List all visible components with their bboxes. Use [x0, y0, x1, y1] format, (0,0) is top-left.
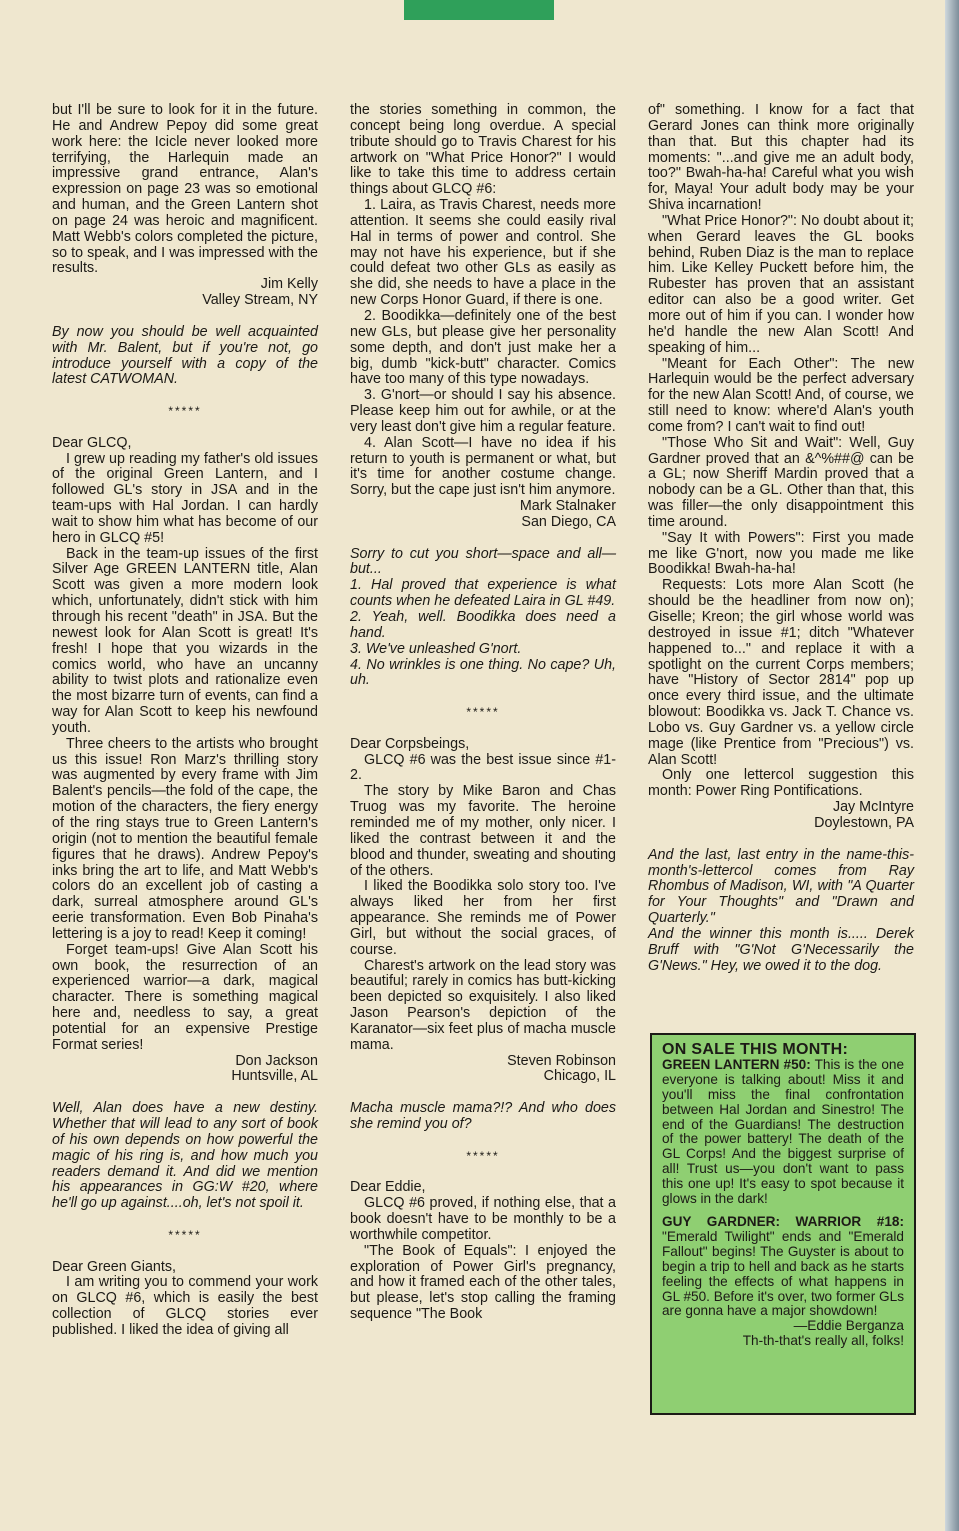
- letter-paragraph: 2. Boodikka—definitely one of the best new GLs, but please give her personality some depth, and don't just make her a big, dumb "kick-butt" character. Comics have too many of this type nowadays.: [350, 307, 616, 388]
- letter-paragraph: 4. Alan Scott—I have no idea if his return to youth is permanent or what, but it's time for another costume change. Sorry, but the cape just isn't him anymore.: [350, 434, 616, 499]
- on-sale-item-1-text: This is the one everyone is talking about! Miss it and you'll miss the final confrontation between Hal Jordan and Sinestro! The end of the Guardians! The destruction of the power battery! The death of the GL Corps! And the biggest surprise of all! Trust us—you don't want to pass this one up! It's easy to spot because it glows in the dark!: [662, 1056, 905, 1207]
- editor-signature: —Eddie Berganza: [793, 1318, 904, 1334]
- on-sale-item-1-title: GREEN LANTERN #50:: [662, 1056, 811, 1072]
- letter-paragraph: of" something. I know for a fact that Gerard Jones can think more originally than that. But this chapter had its moments: "...and give me an adult body, too?" Bwah-ha-ha! Careful what you wish for, Maya! Your adult body may be your Shiva incarnation!: [648, 102, 914, 214]
- letter-salutation: Dear Eddie,: [350, 1179, 426, 1196]
- editor-reply: 2. Yeah, well. Boodikka does need a hand.: [350, 609, 616, 641]
- letter-signature: Doylestown, PA: [814, 814, 914, 831]
- spacer: [350, 531, 616, 547]
- spacer: [350, 689, 616, 705]
- letter-paragraph: Three cheers to the artists who brought us this issue! Ron Marz's thrilling story was augmented by every frame with Jim Balent's pencils—the fold of the cape, the motion of the characters, the fiery energy of the ring stays true to Green Lantern's origin (not to mention the beautiful female figures that he draws). Andrew Pepoy's inks bring the art to life, and Matt Webb's colors do an excellent job of casting a dark, surreal atmosphere around GL's eerie transformation. Even Bob Pinaha's lettering is a joy to read! Keep it coming!: [52, 735, 318, 942]
- editor-reply: By now you should be well acquainted with Mr. Balent, but if you're not, go introduce yourself with a copy of the latest CATWOMAN.: [52, 323, 318, 388]
- spacer: [350, 1165, 616, 1181]
- letter-paragraph: GLCQ #6 proved, if nothing else, that a book doesn't have to be monthly to be a worthwhile competitor.: [350, 1195, 616, 1243]
- on-sale-item-1: [662, 1058, 904, 1207]
- page-edge: [945, 0, 959, 1531]
- letter-paragraph: "Those Who Sit and Wait": Well, Guy Gardner proved that an &^%##@ can be a GL; now Sheriff Mardin proved that a nobody can be a GL. Other than that, this was filler—the only disappointment this time around.: [648, 434, 914, 530]
- spacer: [350, 1085, 616, 1101]
- letter-signature: Mark Stalnaker: [519, 498, 616, 515]
- letter-paragraph: I grew up reading my father's old issues of the original Green Lantern, and I followed GL's story in JSA and in the team-ups with Hal Jordan. I can hardly wait to show him what has become of our hero in GLCQ #5!: [52, 450, 318, 546]
- letter-paragraph: 1. Laira, as Travis Charest, needs more attention. It seems she could easily rival Hal in terms of power and control. She may not have his experience, but if she could defeat two other GLs as easily as she did, she needs to have a place in the new Corps Honor Guard, if there is one.: [350, 197, 616, 309]
- letter-salutation: Dear GLCQ,: [52, 434, 132, 451]
- spacer: [350, 1133, 616, 1149]
- letter-paragraph: GLCQ #6 was the best issue since #1-2.: [350, 751, 616, 784]
- spacer: [52, 1244, 318, 1260]
- spacer: [52, 388, 318, 404]
- letter-signature: Jay McIntyre: [832, 799, 914, 816]
- top-color-tab: [404, 0, 554, 20]
- letter-signature: San Diego, CA: [521, 513, 616, 530]
- letter-paragraph: "The Book of Equals": I enjoyed the exploration of Power Girl's pregnancy, and how it framed each of the other tales, but please, let's stop calling the framing sequence "The Book: [350, 1242, 616, 1323]
- letter-paragraph: the stories something in common, the concept being long overdue. A special tribute should go to Travis Charest for his artwork on "What Price Honor?" I would like to take this time to address certain things about GLCQ #6:: [350, 102, 616, 198]
- spacer: [52, 420, 318, 436]
- letter-paragraph: 3. G'nort—or should I say his absence. Please keep him out for awhile, or at the very least don't give him a regular feature.: [350, 387, 616, 435]
- column-3: [648, 103, 914, 974]
- on-sale-item-2-text: "Emerald Twilight" ends and "Emerald Fallout" begins! The Guyster is about to begin a trip to hell and back as he starts feeling the effects of what happens in GL #50. Before it's over, two former GLs are gonna have a major showdown!: [662, 1228, 904, 1319]
- letter-paragraph: I am writing you to commend your work on GLCQ #6, which is easily the best collection of GLCQ stories ever published. I liked the idea of giving all: [52, 1274, 318, 1338]
- letter-paragraph: but I'll be sure to look for it in the future. He and Andrew Pepoy did some great work here: the Icicle never looked more terrifying, the Harlequin made an impressive grand entrance, Alan's expression on page 23 was so emotional and human, and the Green Lantern shot on page 24 was heroic and magnificent. Matt Webb's colors completed the picture, so to speak, and I was impressed with the results.: [52, 102, 318, 277]
- letter-paragraph: Back in the team-up issues of the first Silver Age GREEN LANTERN title, Alan Scott was given a more modern look which, unfortunately, didn't stick with him through his recent "death" in JSA. But the newest look for Alan Scott is great! It's fresh! I hope that you wizards in the comics world, who have an uncanny ability to twist plots and rationalize even the most bizarre turn of events, can find a way for Alan Scott to keep his newfound youth.: [52, 545, 318, 736]
- editor-reply: 3. We've unleashed G'nort.: [350, 640, 522, 657]
- letter-paragraph: "Say It with Powers": First you made me like G'nort, now you made me like Boodikka! Bwah-ha-ha!: [648, 529, 914, 578]
- letter-separator: *****: [168, 404, 202, 419]
- letter-signature: Don Jackson: [235, 1052, 318, 1069]
- letter-paragraph: The story by Mike Baron and Chas Truog was my favorite. The heroine reminded me of my mother, only nicer. I liked the contrast between it and the blood and thunder, sweating and shouting of the others.: [350, 783, 616, 879]
- column-2: [350, 103, 616, 1323]
- letter-signature: Jim Kelly: [260, 276, 318, 293]
- letter-separator: *****: [168, 1227, 202, 1242]
- editor-reply: And the winner this month is..... Derek Bruff with "G'Not G'Necessarily the G'News." Hey, we owed it to the dog.: [648, 925, 914, 974]
- letter-salutation: Dear Green Giants,: [52, 1258, 176, 1275]
- editor-reply: 4. No wrinkles is one thing. No cape? Uh, uh.: [350, 656, 616, 689]
- letter-signature: Huntsville, AL: [231, 1068, 318, 1085]
- letter-signature: Chicago, IL: [543, 1068, 616, 1085]
- on-sale-item-2: [662, 1215, 904, 1319]
- letter-paragraph: Only one lettercol suggestion this month: Power Ring Pontifications.: [648, 767, 914, 800]
- letter-signature: Steven Robinson: [507, 1052, 616, 1069]
- letter-separator: *****: [466, 1148, 500, 1163]
- editor-reply: Macha muscle mama?!? And who does she remind you of?: [350, 1100, 616, 1132]
- editor-reply: Well, Alan does have a new destiny. Whether that will lead to any sort of book of his own depends on how powerful the magic of his ring is, and how much you readers demand it. And did we mention his appearances in GG:W #20, where he'll go up against....oh, let's not spoil it.: [52, 1100, 318, 1212]
- letter-paragraph: "What Price Honor?": No doubt about it; when Gerard leaves the GL books behind, Ruben Diaz is the man to replace him. Like Kelley Puckett before him, the Rubester has proven that an assistant editor can also be a good writer. Get more out of him if you can. I wonder how he'd handle the new Alan Scott! And speaking of him...: [648, 212, 914, 356]
- spacer: [648, 832, 914, 848]
- editor-reply: Sorry to cut you short—space and all—but...: [350, 545, 616, 578]
- letter-paragraph: Requests: Lots more Alan Scott (he should be the headliner from now on); Giselle; Kreon; the girl whose world was destroyed in issue #1; ditch "Whatever happened to..." and replace it with a spotlight on the current Corps members; have "History of Sector 2814" pop up once every third issue, and the ultimate blowout: Boodikka vs. Jack T. Chance vs. Lobo vs. Guy Gardner vs. a yellow circle mage (like Prentice from "Precious") vs. Alan Scott!: [648, 577, 914, 768]
- column-1: [52, 103, 318, 1339]
- on-sale-item-2-title: GUY GARDNER: WARRIOR #18:: [662, 1213, 904, 1229]
- letter-separator: *****: [466, 705, 500, 720]
- letter-paragraph: "Meant for Each Other": The new Harlequin would be the perfect adversary for the new Alan Scott! And, of course, we still need to know: where'd Alan's youth come from? I can't wait to find out!: [648, 355, 914, 435]
- letter-paragraph: I liked the Boodikka solo story too. I've always liked her from her first appearance. She reminds me of Power Girl, but without the social graces, of course.: [350, 878, 616, 958]
- spacer: [350, 721, 616, 737]
- spacer: [52, 309, 318, 325]
- on-sale-heading: ON SALE THIS MONTH:: [662, 1041, 849, 1058]
- on-sale-box: [650, 1033, 916, 1415]
- editor-reply: And the last, last entry in the name-this-month's-lettercol comes from Ray Rhombus of Madison, WI, with "A Quarter for Your Thoughts" and "Drawn and Quarterly.": [648, 846, 914, 927]
- spacer: [52, 1085, 318, 1101]
- letter-paragraph: Forget team-ups! Give Alan Scott his own book, the resurrection of an experienced warrior—a dark, magical character. There is something magical here and, needless to say, a great potential for an expensive Prestige Format series!: [52, 941, 318, 1053]
- closing-line: Th-th-that's really all, folks!: [742, 1333, 904, 1349]
- letter-paragraph: Charest's artwork on the lead story was beautiful; rarely in comics has butt-kicking been depicted so exquisitely. I also liked Jason Pearson's depiction of the Karanator—six feet plus of macha muscle mama.: [350, 957, 616, 1053]
- editor-reply: 1. Hal proved that experience is what counts when he defeated Laira in GL #49.: [350, 577, 616, 610]
- letter-salutation: Dear Corpsbeings,: [350, 735, 470, 752]
- letter-signature: Valley Stream, NY: [202, 292, 318, 309]
- spacer: [52, 1212, 318, 1228]
